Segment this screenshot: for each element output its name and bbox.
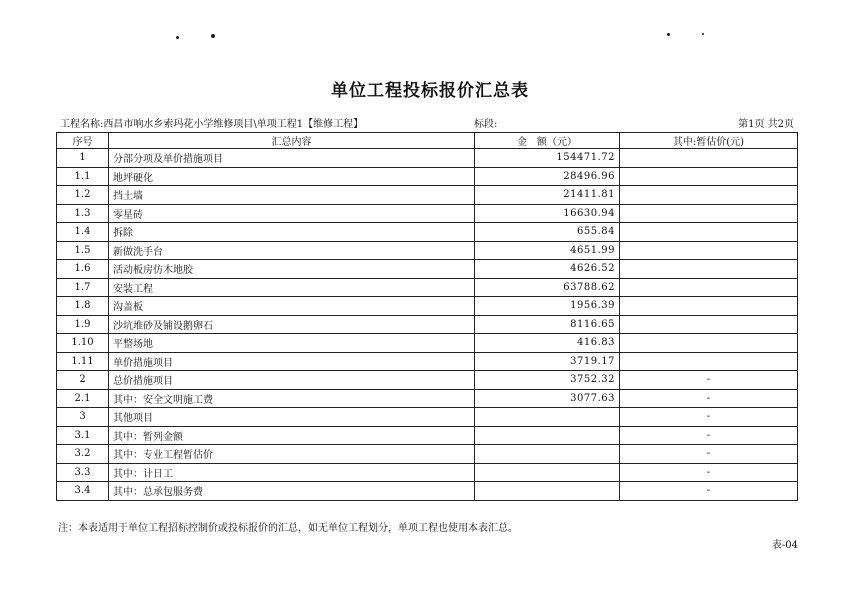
table-row — [57, 408, 798, 427]
row-estimate — [620, 260, 798, 279]
row-number: 1.8 — [57, 297, 109, 316]
row-amount: 28496.96 — [475, 167, 620, 186]
project-label: 工程名称: — [60, 119, 104, 130]
section-label: 标段: — [474, 119, 498, 130]
table-row — [57, 149, 798, 168]
row-number: 2 — [57, 371, 109, 390]
table-row — [57, 186, 798, 205]
table-row — [57, 315, 798, 334]
row-number: 3 — [57, 408, 109, 427]
row-number: 1.9 — [57, 315, 109, 334]
table-row — [57, 278, 798, 297]
row-amount — [475, 482, 620, 501]
table-row — [57, 463, 798, 482]
row-amount — [475, 463, 620, 482]
table-header-row — [57, 133, 798, 149]
summary-table — [56, 132, 798, 501]
row-content: 其中：计日工 — [109, 463, 475, 482]
table-row — [57, 223, 798, 242]
row-estimate — [620, 315, 798, 334]
row-content: 平整场地 — [109, 334, 475, 353]
row-number: 1.6 — [57, 260, 109, 279]
row-estimate: - — [620, 463, 798, 482]
row-estimate — [620, 167, 798, 186]
project-name: 西昌市响水乡索玛花小学维修项目\单项工程1【维修工程】 — [103, 119, 364, 130]
row-estimate — [620, 241, 798, 260]
row-estimate — [620, 278, 798, 297]
row-number: 1 — [57, 149, 109, 168]
row-content: 其中：暂列金额 — [109, 426, 475, 445]
row-amount: 3719.17 — [475, 352, 620, 371]
row-amount: 21411.81 — [475, 186, 620, 205]
row-number: 3.1 — [57, 426, 109, 445]
row-number: 1.4 — [57, 223, 109, 242]
row-amount: 1956.39 — [475, 297, 620, 316]
footnote: 注：本表适用于单位工程招标控制价或投标报价的汇总，如无单位工程划分，单项工程也使用本表汇总。 — [58, 523, 518, 534]
column-header-content: 汇总内容 — [109, 133, 475, 149]
row-content: 地坪硬化 — [109, 167, 475, 186]
row-number: 1.10 — [57, 334, 109, 353]
table-row — [57, 482, 798, 501]
scan-speck — [211, 34, 215, 38]
row-estimate: - — [620, 445, 798, 464]
row-amount: 3752.32 — [475, 371, 620, 390]
row-content: 其他项目 — [109, 408, 475, 427]
table-row — [57, 204, 798, 223]
row-content: 沙坑堆砂及铺设鹅卵石 — [109, 315, 475, 334]
table-row — [57, 426, 798, 445]
table-row — [57, 260, 798, 279]
row-amount: 8116.65 — [475, 315, 620, 334]
scan-speck — [702, 33, 704, 35]
row-amount: 416.83 — [475, 334, 620, 353]
row-number: 2.1 — [57, 389, 109, 408]
row-amount — [475, 408, 620, 427]
row-estimate — [620, 204, 798, 223]
table-row — [57, 297, 798, 316]
row-amount — [475, 445, 620, 464]
table-row — [57, 389, 798, 408]
row-estimate: - — [620, 389, 798, 408]
row-number: 1.11 — [57, 352, 109, 371]
row-amount: 16630.94 — [475, 204, 620, 223]
row-estimate — [620, 149, 798, 168]
row-content: 其中：专业工程暂估价 — [109, 445, 475, 464]
row-number: 1.3 — [57, 204, 109, 223]
table-row — [57, 167, 798, 186]
row-estimate: - — [620, 482, 798, 501]
row-content: 分部分项及单价措施项目 — [109, 149, 475, 168]
row-amount — [475, 426, 620, 445]
row-amount: 4651.99 — [475, 241, 620, 260]
row-amount: 655.84 — [475, 223, 620, 242]
row-number: 3.4 — [57, 482, 109, 501]
column-header-estimate: 其中:暂估价(元) — [620, 133, 798, 149]
row-number: 3.3 — [57, 463, 109, 482]
row-content: 单价措施项目 — [109, 352, 475, 371]
column-header-amount: 金 额（元） — [475, 133, 620, 149]
row-number: 1.7 — [57, 278, 109, 297]
scan-speck — [667, 33, 670, 36]
row-estimate — [620, 186, 798, 205]
table-row — [57, 241, 798, 260]
table-row — [57, 445, 798, 464]
row-content: 零星砖 — [109, 204, 475, 223]
row-estimate: - — [620, 371, 798, 390]
row-estimate: - — [620, 426, 798, 445]
table-row — [57, 371, 798, 390]
row-number: 1.5 — [57, 241, 109, 260]
row-content: 活动板房仿木地胶 — [109, 260, 475, 279]
scan-speck — [176, 36, 179, 39]
table-row — [57, 334, 798, 353]
column-header-no: 序号 — [57, 133, 109, 149]
project-info — [60, 115, 363, 130]
row-number: 1.1 — [57, 167, 109, 186]
page-info: 第1页 共2页 — [738, 119, 794, 130]
row-content: 其中：安全文明施工费 — [109, 389, 475, 408]
row-number: 3.2 — [57, 445, 109, 464]
row-content: 安装工程 — [109, 278, 475, 297]
row-amount: 4626.52 — [475, 260, 620, 279]
table-body — [57, 149, 798, 501]
row-content: 拆除 — [109, 223, 475, 242]
row-estimate — [620, 223, 798, 242]
row-amount: 3077.63 — [475, 389, 620, 408]
document-title: 单位工程投标报价汇总表 — [331, 81, 529, 101]
row-content: 挡土墙 — [109, 186, 475, 205]
row-amount: 154471.72 — [475, 149, 620, 168]
row-content: 总价措施项目 — [109, 371, 475, 390]
row-estimate — [620, 334, 798, 353]
row-estimate: - — [620, 408, 798, 427]
row-amount: 63788.62 — [475, 278, 620, 297]
row-content: 沟盖板 — [109, 297, 475, 316]
row-number: 1.2 — [57, 186, 109, 205]
row-content: 其中：总承包服务费 — [109, 482, 475, 501]
row-content: 新做洗手台 — [109, 241, 475, 260]
row-estimate — [620, 352, 798, 371]
form-number: 表-04 — [771, 540, 798, 551]
row-estimate — [620, 297, 798, 316]
table-row — [57, 352, 798, 371]
